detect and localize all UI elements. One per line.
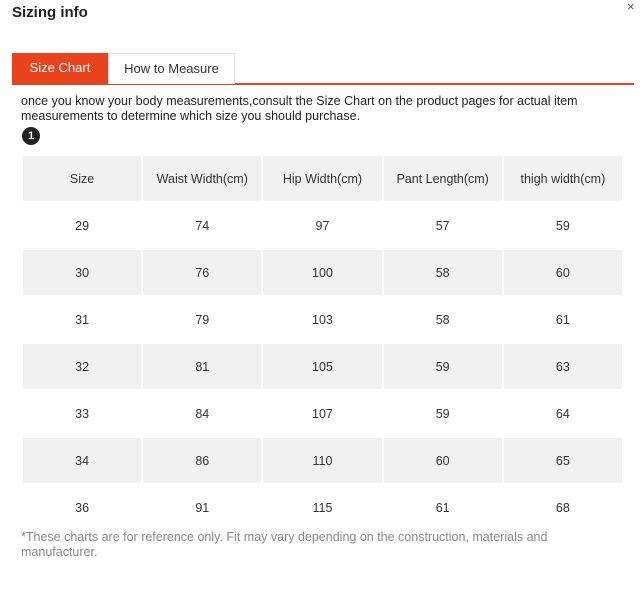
cell-waist-width: 91 bbox=[143, 485, 261, 530]
table-row bbox=[23, 250, 622, 295]
cell-waist-width: 86 bbox=[143, 438, 261, 483]
table-row bbox=[23, 203, 622, 248]
cell-thigh-width: 68 bbox=[504, 485, 622, 530]
table-row bbox=[23, 438, 622, 483]
close-icon[interactable]: × bbox=[627, 0, 635, 14]
tab-how-to-measure[interactable]: How to Measure bbox=[108, 53, 235, 84]
header-pant-length: Pant Length(cm) bbox=[384, 156, 502, 201]
cell-pant-length: 61 bbox=[384, 485, 502, 530]
table-row bbox=[23, 297, 622, 342]
cell-waist-width: 79 bbox=[143, 297, 261, 342]
cell-waist-width: 84 bbox=[143, 391, 261, 436]
cell-size: 31 bbox=[23, 297, 141, 342]
cell-size: 29 bbox=[23, 203, 141, 248]
cell-size: 32 bbox=[23, 344, 141, 389]
cell-hip-width: 103 bbox=[263, 297, 381, 342]
table-row bbox=[23, 391, 622, 436]
cell-thigh-width: 63 bbox=[504, 344, 622, 389]
cell-hip-width: 107 bbox=[263, 391, 381, 436]
disclaimer-text: *These charts are for reference only. Fit may vary depending on the construction, materials and manufacturer. bbox=[21, 530, 548, 559]
tab-bar bbox=[12, 53, 634, 85]
cell-pant-length: 59 bbox=[384, 344, 502, 389]
cell-waist-width: 81 bbox=[143, 344, 261, 389]
table-row bbox=[23, 485, 622, 530]
cell-thigh-width: 65 bbox=[504, 438, 622, 483]
cell-pant-length: 59 bbox=[384, 391, 502, 436]
table-row bbox=[23, 344, 622, 389]
cell-thigh-width: 60 bbox=[504, 250, 622, 295]
step-badge: 1 bbox=[22, 127, 40, 145]
cell-size: 36 bbox=[23, 485, 141, 530]
table-header-row bbox=[23, 156, 622, 201]
size-chart-table bbox=[21, 154, 624, 532]
tab-size-chart[interactable]: Size Chart bbox=[12, 53, 108, 84]
cell-pant-length: 57 bbox=[384, 203, 502, 248]
cell-thigh-width: 61 bbox=[504, 297, 622, 342]
cell-pant-length: 58 bbox=[384, 250, 502, 295]
header-hip-width: Hip Width(cm) bbox=[263, 156, 381, 201]
dialog-title: Sizing info bbox=[12, 4, 88, 21]
cell-hip-width: 110 bbox=[263, 438, 381, 483]
header-waist-width: Waist Width(cm) bbox=[143, 156, 261, 201]
cell-hip-width: 115 bbox=[263, 485, 381, 530]
cell-size: 30 bbox=[23, 250, 141, 295]
cell-waist-width: 74 bbox=[143, 203, 261, 248]
cell-hip-width: 105 bbox=[263, 344, 381, 389]
cell-waist-width: 76 bbox=[143, 250, 261, 295]
table-body bbox=[23, 203, 622, 530]
cell-hip-width: 100 bbox=[263, 250, 381, 295]
cell-size: 33 bbox=[23, 391, 141, 436]
header-thigh-width: thigh width(cm) bbox=[504, 156, 622, 201]
intro-text: once you know your body measurements,consult the Size Chart on the product pages for actual item measurements to determine which size you should purchase. bbox=[21, 94, 578, 123]
cell-pant-length: 60 bbox=[384, 438, 502, 483]
cell-hip-width: 97 bbox=[263, 203, 381, 248]
cell-pant-length: 58 bbox=[384, 297, 502, 342]
cell-thigh-width: 64 bbox=[504, 391, 622, 436]
header-size: Size bbox=[23, 156, 141, 201]
cell-size: 34 bbox=[23, 438, 141, 483]
cell-thigh-width: 59 bbox=[504, 203, 622, 248]
